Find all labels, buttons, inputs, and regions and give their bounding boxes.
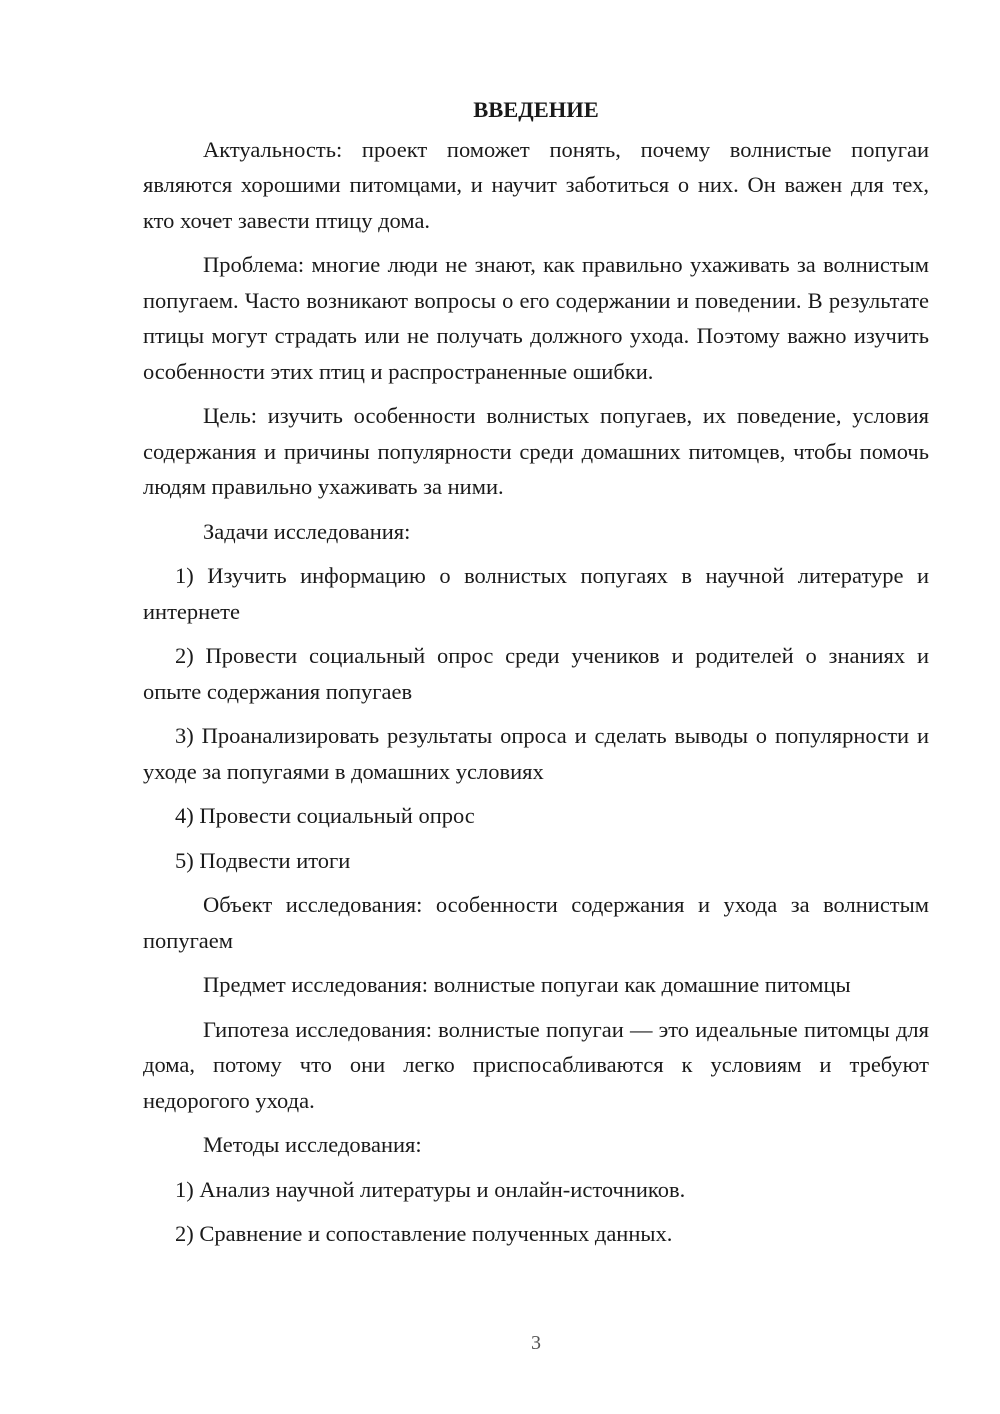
subject-paragraph: Предмет исследования: волнистые попугаи как домашние питомцы [203, 972, 851, 997]
task-item: 2) Провести социальный опрос среди учеников и родителей о знаниях и опыте содержания попугаев [143, 643, 929, 704]
task-item: 5) Подвести итоги [175, 847, 351, 873]
problem-paragraph: Проблема: многие люди не знают, как правильно ухаживать за волнистым попугаем. Часто возникают вопросы о его содержании и поведении. В результате птицы могут страдать или не получать должного ухода. Поэтому важно изучить особенности этих птиц и распространенные ошибки. [143, 252, 929, 384]
method-item: 1) Анализ научной литературы и онлайн-источников. [175, 1176, 686, 1202]
method-item: 2) Сравнение и сопоставление полученных данных. [175, 1221, 673, 1246]
tasks-title: Задачи исследования: [203, 518, 411, 544]
section-heading: ВВЕДЕНИЕ [473, 97, 599, 122]
hypothesis-paragraph: Гипотеза исследования: волнистые попугаи — это идеальные питомцы для дома, потому что они легко приспосабливаются к условиям и требуют недорогого ухода. [143, 1016, 929, 1113]
methods-title: Методы исследования: [203, 1132, 422, 1157]
task-item: 1) Изучить информацию о волнистых попугаях в научной литературе и интернете [143, 563, 929, 624]
goal-paragraph: Цель: изучить особенности волнистых попугаев, их поведение, условия содержания и причины популярности среди домашних питомцев, чтобы помочь людям правильно ухаживать за ними. [143, 403, 929, 499]
page-content [143, 92, 929, 1261]
task-item: 4) Провести социальный опрос [175, 803, 475, 828]
task-item: 3) Проанализировать результаты опроса и сделать выводы о популярности и уходе за попугаями в домашних условиях [143, 723, 929, 784]
relevance-paragraph: Актуальность: проект поможет понять, почему волнистые попугаи являются хорошими питомцами, и научит заботиться о них. Он важен для тех, кто хочет завести птицу дома. [143, 136, 929, 233]
object-paragraph: Объект исследования: особенности содержания и ухода за волнистым попугаем [143, 892, 929, 953]
page-number: 3 [531, 1332, 541, 1354]
